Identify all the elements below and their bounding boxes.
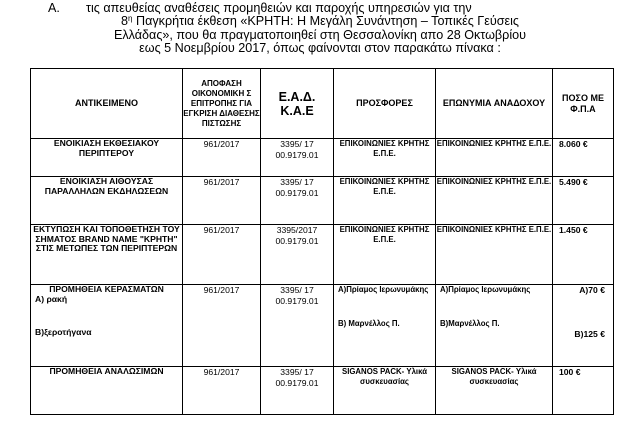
row-amount xyxy=(553,285,614,367)
row-subject-a: Α) ρακή xyxy=(35,293,68,304)
row-amount-b: Β)125 € xyxy=(574,329,605,339)
awards-table xyxy=(30,68,614,415)
intro-paragraph xyxy=(30,2,610,56)
intro-line-1-text: τις απευθείας αναθέσεις προμηθειών και παροχής υπηρεσιών για την xyxy=(86,1,472,15)
row-subject: ΕΝΟΙΚΙΑΣΗ ΕΚΘΕΣΙΑΚΟΥ ΠΕΡΙΠΤΕΡΟΥ xyxy=(31,139,183,177)
row-subject: ΠΡΟΜΗΘΕΙΑ ΑΝΑΛΩΣΙΜΩΝ xyxy=(31,367,183,415)
intro-line-2 xyxy=(30,15,610,28)
row-contractor xyxy=(436,285,553,367)
table-row xyxy=(31,367,614,415)
row-decision: 961/2017 xyxy=(183,285,261,367)
ordinal-suffix: η xyxy=(128,14,133,24)
row-decision: 961/2017 xyxy=(183,367,261,415)
header-decision: ΑΠΟΦΑΣΗ ΟΙΚΟΝΟΜΙΚΗ Σ ΕΠΙΤΡΟΠΗΣ ΓΙΑ ΕΓΚΡΙΣΗ ΔΙΑΘΕΣΗΣ ΠΙΣΤΩΣΗΣ xyxy=(183,69,261,139)
row-amount: 1.450 € xyxy=(553,225,614,285)
section-marker: A. xyxy=(48,1,60,15)
header-amount: ΠΟΣΟ ΜΕ Φ.Π.Α xyxy=(553,69,614,139)
row-ead: 3395/ 17 00.9179.01 xyxy=(261,367,334,415)
intro-line-4: εως 5 Νοεμβρίου 2017, όπως φαίνονται στον παρακάτω πίνακα : xyxy=(139,41,501,56)
row-amount: 8.060 € xyxy=(553,139,614,177)
row-spacer xyxy=(334,295,435,319)
row-amount: 5.490 € xyxy=(553,177,614,225)
header-offers: ΠΡΟΣΦΟΡΕΣ xyxy=(334,69,436,139)
row-contractor-b: Β)Μαρνέλλος Π. xyxy=(440,319,500,328)
row-amount-a: Α)70 € xyxy=(579,285,605,295)
row-ead: 3395/ 17 00.9179.01 xyxy=(261,285,334,367)
header-ead xyxy=(261,69,334,139)
row-spacer xyxy=(31,304,182,328)
row-spacer xyxy=(436,295,552,319)
row-offers xyxy=(334,285,436,367)
row-decision: 961/2017 xyxy=(183,225,261,285)
ordinal-number: 8 xyxy=(121,14,129,29)
row-ead: 3395/ 17 00.9179.01 xyxy=(261,139,334,177)
header-ead-line1: Ε.Α.Δ. xyxy=(278,89,316,104)
row-offers-b: Β) Μαρνέλλος Π. xyxy=(338,319,400,328)
table-row xyxy=(31,139,614,177)
header-contractor: ΕΠΩΝΥΜΙΑ ΑΝΑΔΟΧΟΥ xyxy=(436,69,553,139)
row-contractor-a: Α)Πρίαμος Ιερωνυμάκης xyxy=(440,285,531,294)
table-header-row xyxy=(31,69,614,139)
row-decision: 961/2017 xyxy=(183,139,261,177)
row-contractor: ΕΠΙΚΟΙΝΩΝΙΕΣ ΚΡΗΤΗΣ Ε.Π.Ε. xyxy=(436,139,553,177)
row-offers: ΕΠΙΚΟΙΝΩΝΙΕΣ ΚΡΗΤΗΣ Ε.Π.Ε. xyxy=(334,177,436,225)
row-offers-a: Α)Πρίαμος Ιερωνυμάκης xyxy=(338,285,429,294)
row-contractor: ΕΠΙΚΟΙΝΩΝΙΕΣ ΚΡΗΤΗΣ Ε.Π.Ε. xyxy=(436,225,553,285)
row-offers: ΕΠΙΚΟΙΝΩΝΙΕΣ ΚΡΗΤΗΣ Ε.Π.Ε. xyxy=(334,225,436,285)
row-amount: 100 € xyxy=(553,367,614,415)
row-subject xyxy=(31,285,183,367)
row-ead: 3395/2017 00.9179.01 xyxy=(261,225,334,285)
header-subject: ΑΝΤΙΚΕΙΜΕΝΟ xyxy=(31,69,183,139)
intro-line-1 xyxy=(30,2,610,15)
table-row xyxy=(31,177,614,225)
table-row xyxy=(31,285,614,367)
row-contractor: ΕΠΙΚΟΙΝΩΝΙΕΣ ΚΡΗΤΗΣ Ε.Π.Ε. xyxy=(436,177,553,225)
table-row xyxy=(31,225,614,285)
row-subject: ΕΚΤΥΠΩΣΗ ΚΑΙ ΤΟΠΟΘΕΤΗΣΗ ΤΟΥ ΣΗΜΑΤΟΣ BRAND NAME "ΚΡΗΤΗ" ΣΤΙΣ ΜΕΤΩΠΕΣ ΤΩΝ ΠΕΡΙΠΤΕΡΩΝ xyxy=(31,225,183,285)
row-spacer xyxy=(559,295,613,329)
row-ead: 3395/ 17 00.9179.01 xyxy=(261,177,334,225)
header-ead-line2: Κ.Α.Ε xyxy=(280,103,314,118)
row-subject: ΕΝΟΙΚΙΑΣΗ ΑΙΘΟΥΣΑΣ ΠΑΡΑΛΛΗΛΩΝ ΕΚΔΗΛΩΣΕΩΝ xyxy=(31,177,183,225)
intro-line-3: Ελλάδας», που θα πραγματοποιηθεί στη Θεσσαλονίκη απο 28 Οκτωβρίου xyxy=(113,27,527,42)
row-subject-title: ΠΡΟΜΗΘΕΙΑ ΚΕΡΑΣΜΑΤΩΝ xyxy=(49,284,164,294)
exhibition-title: Παγκρήτια έκθεση «ΚΡΗΤΗ: Η Μεγάλη Συνάντηση – Τοπικές Γεύσεις xyxy=(132,14,519,29)
row-subject-b: Β)ξεροτήγανα xyxy=(35,327,92,338)
row-contractor: SIGANOS PACK- Υλικά συσκευασίας xyxy=(436,367,553,415)
row-offers: SIGANOS PACK- Υλικά συσκευασίας xyxy=(334,367,436,415)
row-decision: 961/2017 xyxy=(183,177,261,225)
row-offers: ΕΠΙΚΟΙΝΩΝΙΕΣ ΚΡΗΤΗΣ Ε.Π.Ε. xyxy=(334,139,436,177)
